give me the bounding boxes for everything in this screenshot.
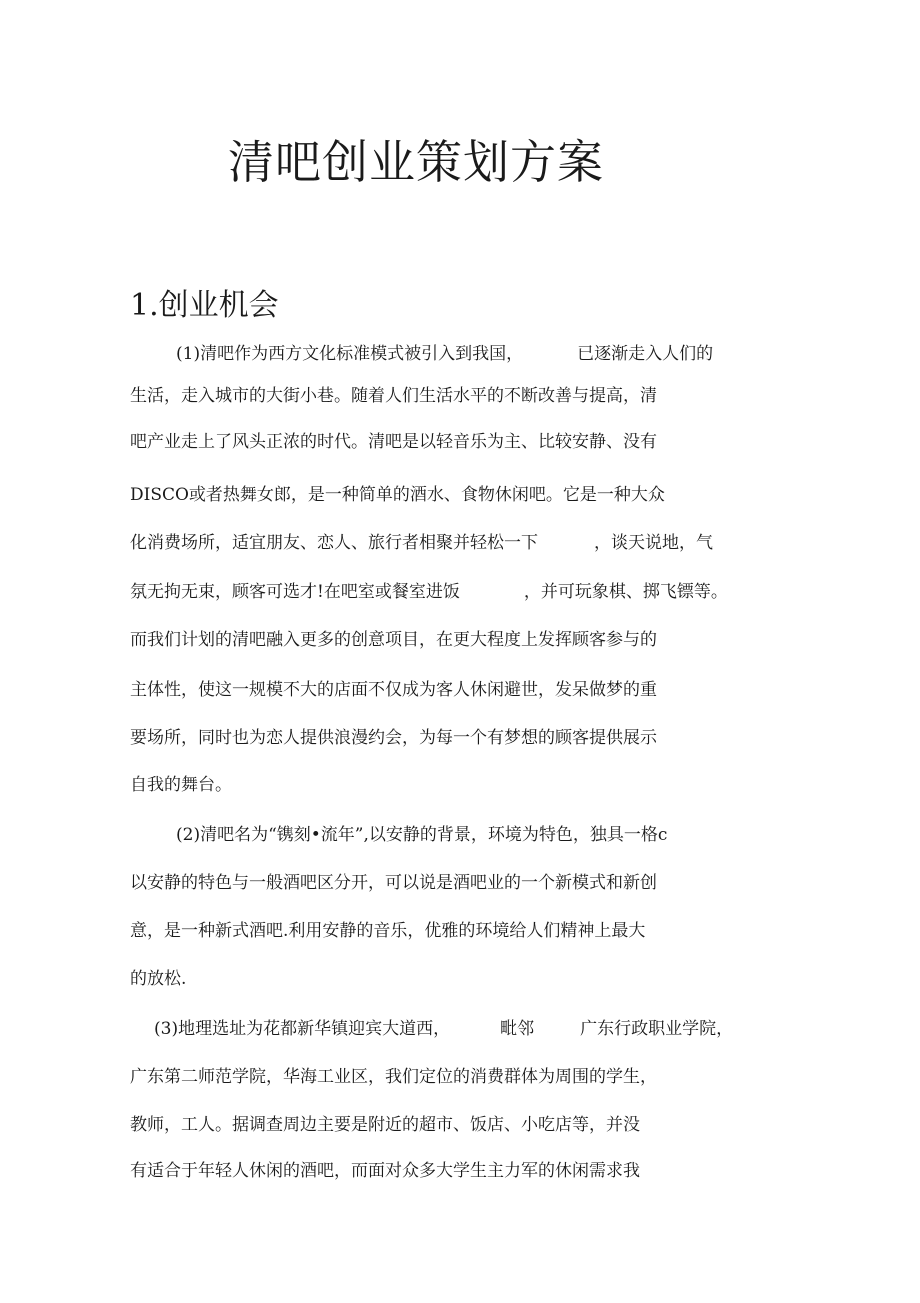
paragraph-1-line-6-part-a: 氛无拘无束，顾客可选才!在吧室或餐室进饭: [130, 582, 460, 602]
paragraph-1-line-5: [130, 530, 713, 556]
paragraph-1-line-1: [176, 341, 713, 367]
paragraph-3-line-1-part-b: 毗邻: [500, 1019, 535, 1039]
paragraph-1-line-6: [130, 579, 728, 605]
paragraph-1-line-6-part-b: ，并可玩象棋、掷飞镖等。: [523, 582, 728, 602]
paragraph-1-line-2: 生活，走入城市的大街小巷。随着人们生活水平的不断改善与提高，清: [130, 386, 657, 406]
paragraph-3-line-1-part-c: 广东行政职业学院，: [580, 1019, 734, 1039]
section-heading-opportunity: 1.创业机会: [130, 288, 279, 323]
paragraph-1-line-10: 自我的舞台。: [130, 775, 232, 795]
paragraph-1-line-4: DISCO或者热舞女郎，是一种简单的酒水、食物休闲吧。它是一种大众: [130, 485, 665, 505]
paragraph-3-line-2: 广东第二师范学院，华海工业区，我们定位的消费群体为周围的学生，: [130, 1067, 657, 1087]
paragraph-1-line-5-part-a: 化消费场所，适宜朋友、恋人、旅行者相聚并轻松一下: [130, 533, 538, 553]
paragraph-1-line-1-part-b: 已逐渐走入人们的: [577, 344, 714, 364]
paragraph-1-line-3: 吧产业走上了风头正浓的时代。清吧是以轻音乐为主、比较安静、没有: [130, 432, 657, 452]
document-title: 清吧创业策划方案: [228, 135, 604, 189]
paragraph-2-line-3: 意，是一种新式酒吧.利用安静的音乐，优雅的环境给人们精神上最大: [130, 921, 646, 941]
paragraph-1-line-9: 要场所，同时也为恋人提供浪漫约会，为每一个有梦想的顾客提供展示: [130, 728, 657, 748]
paragraph-3-line-4: 有适合于年轻人休闲的酒吧，而面对众多大学生主力军的休闲需求我: [130, 1161, 640, 1181]
paragraph-1-line-5-part-b: ，谈天说地，气: [594, 533, 713, 553]
paragraph-1-line-1-part-a: (1)清吧作为西方文化标准模式被引入到我国，: [176, 344, 524, 364]
paragraph-2-line-2: 以安静的特色与一般酒吧区分开，可以说是酒吧业的一个新模式和新创: [130, 873, 657, 893]
paragraph-2-line-1: (2)清吧名为“镌刻•流年”,以安静的背景，环境为特色，独具一格c: [176, 825, 668, 845]
paragraph-3-line-3: 教师，工人。据调查周边主要是附近的超市、饭店、小吃店等，并没: [130, 1115, 640, 1135]
paragraph-1-line-7: 而我们计划的清吧融入更多的创意项目，在更大程度上发挥顾客参与的: [130, 630, 657, 650]
paragraph-3-line-1-part-a: (3)地理选址为花都新华镇迎宾大道西，: [154, 1019, 451, 1039]
paragraph-2-line-4: 的放松.: [130, 969, 187, 989]
paragraph-3-line-1: [154, 1016, 733, 1042]
paragraph-1-line-8: 主体性，使这一规模不大的店面不仅成为客人休闲避世，发呆做梦的重: [130, 680, 657, 700]
